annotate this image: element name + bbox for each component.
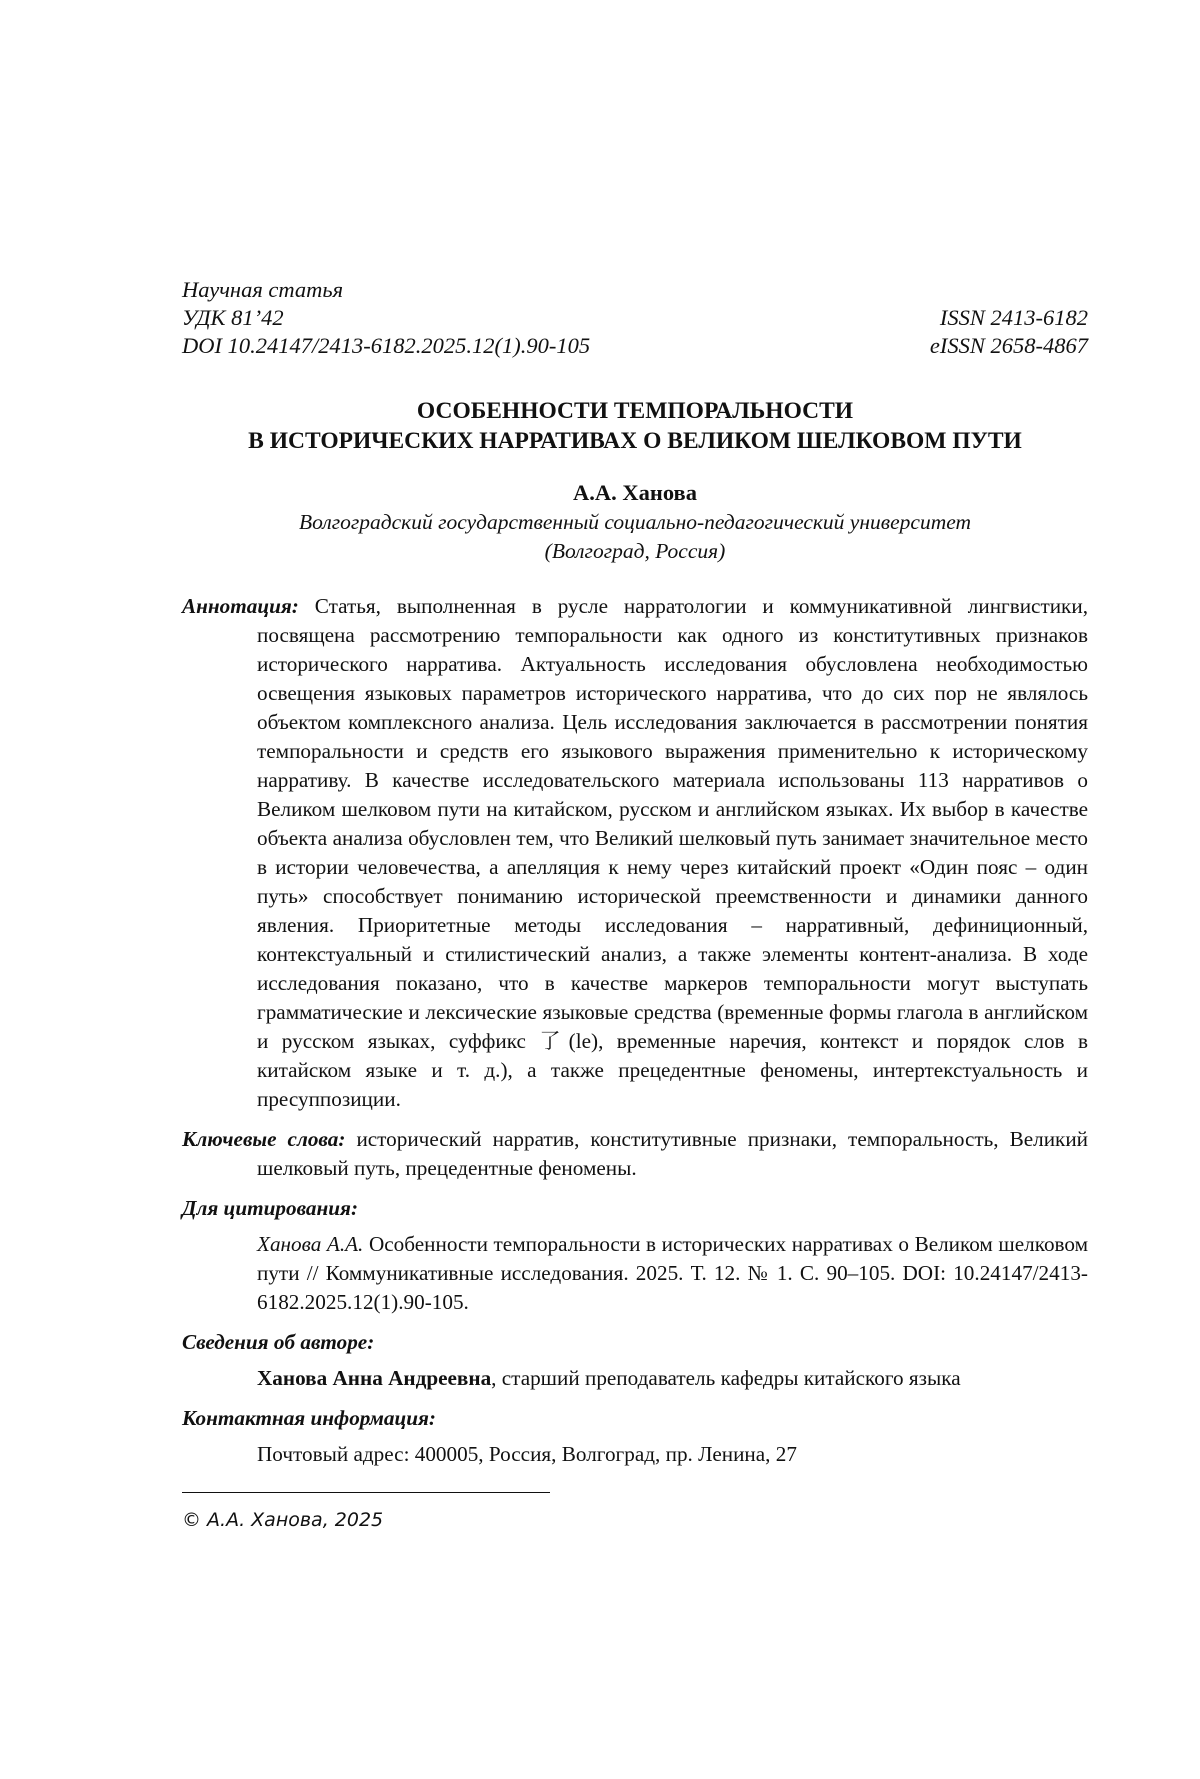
abstract-label: Аннотация:: [182, 594, 299, 618]
footnote-divider: [182, 1492, 550, 1493]
contact-heading: Контактная информация:: [182, 1406, 436, 1430]
citation-body: [182, 1230, 1088, 1317]
abstract-text: Статья, выполненная в русле нарратологии и коммуникативной лингвистики, посвящена рассмотрению темпоральности как одного из конститутивных признаков исторического нарратива. Актуальность исследования обусловлена необходимостью освещения языковых параметров исторического нарратива, что до сих пор не являлось объектом комплексного анализа. Цель исследования заключается в рассмотрении понятия темпоральности и средств его языкового выражения применительно к историческому нарративу. В качестве исследовательского материала использованы 113 нарративов о Великом шелковом пути на китайском, русском и английском языках. Их выбор в качестве объекта анализа обусловлен тем, что Великий шелковый путь занимает значительное место в истории человечества, а апелляция к нему через китайский проект «Один пояс – один путь» способствует пониманию исторической преемственности и динамики данного явления. Приоритетные методы исследования – нарративный, дефиниционный, контекстуальный и стилистический анализ, а также элементы контент-анализа. В ходе исследования показано, что в качестве маркеров темпоральности могут выступать грамматические и лексические языковые средства (временные формы глагола в английском и русском языках, суффикс 了(le), временные наречия, контекст и порядок слов в китайском языке и т. д.), а также прецедентные феномены, интертекстуальность и пресуппозиции.: [257, 594, 1088, 1111]
author-info-heading: Сведения об авторе:: [182, 1330, 375, 1354]
article-type: Научная статья: [182, 277, 344, 302]
article-header: [182, 276, 1088, 360]
author-position: , старший преподаватель кафедры китайского языка: [491, 1366, 961, 1390]
abstract: [182, 592, 1088, 1114]
contact-address: Почтовый адрес: 400005, Россия, Волгоград, пр. Ленина, 27: [257, 1442, 797, 1466]
title-line-1: ОСОБЕННОСТИ ТЕМПОРАЛЬНОСТИ: [416, 398, 854, 424]
doi: DOI 10.24147/2413-6182.2025.12(1).90-105: [182, 333, 591, 358]
keywords-text: исторический нарратив, конститутивные признаки, темпоральность, Великий шелковый путь, прецедентные феномены.: [257, 1127, 1089, 1180]
author-info-body: [182, 1364, 1088, 1393]
contact-section: [182, 1404, 1088, 1469]
eissn: eISSN 2658-4867: [929, 333, 1088, 358]
keywords: [182, 1125, 1088, 1183]
citation-section: [182, 1194, 1088, 1317]
article-page: [182, 276, 1088, 1533]
copyright-notice: © А.А. Ханова, 2025: [182, 1509, 384, 1531]
issn: ISSN 2413-6182: [939, 305, 1088, 330]
citation-text: Особенности темпоральности в исторических нарративах о Великом шелковом пути // Коммуникативные исследования. 2025. Т. 12. № 1. С. 90–105. DOI: 10.24147/2413-6182.2025.12(1).90-105.: [257, 1232, 1088, 1314]
citation-author: Ханова А.А.: [257, 1232, 364, 1256]
affiliation-line-2: (Волгоград, Россия): [544, 539, 726, 563]
author-block: [182, 478, 1088, 566]
affiliation-line-1: Волгоградский государственный социально-педагогический университет: [298, 510, 972, 534]
article-title: [182, 396, 1088, 456]
udc-code: УДК 81’42: [182, 305, 284, 330]
title-line-2: В ИСТОРИЧЕСКИХ НАРРАТИВАХ О ВЕЛИКОМ ШЕЛКОВОМ ПУТИ: [248, 428, 1022, 454]
author-full-name: Ханова Анна Андреевна: [257, 1366, 492, 1390]
author-name: А.А. Ханова: [573, 480, 697, 505]
citation-heading: Для цитирования:: [182, 1196, 359, 1220]
keywords-label: Ключевые слова:: [182, 1127, 346, 1151]
author-info-section: [182, 1328, 1088, 1393]
